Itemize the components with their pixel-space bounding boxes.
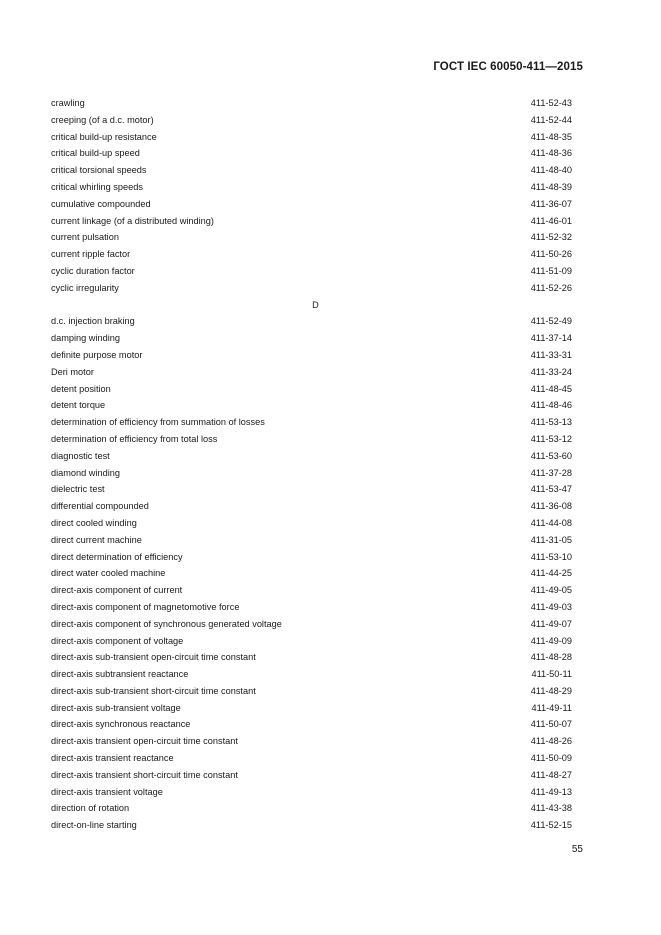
index-code: 411-37-28 [530,467,572,478]
index-term: Deri motor [51,366,94,377]
index-term: direct cooled winding [51,517,137,528]
index-code: 411-48-26 [530,736,572,747]
index-entry [51,481,572,498]
index-entry [51,162,572,179]
index-term: detent torque [51,400,106,411]
index-entry [51,750,572,767]
index-code: 411-49-13 [530,786,572,797]
index-entry [51,733,572,750]
index-term: critical build-up resistance [51,131,157,142]
index-term: direction of rotation [51,803,130,814]
index-entry [51,448,572,465]
index-term: direct-on-line starting [51,820,137,831]
index-term: direct-axis sub-transient open-circuit time constant [51,652,256,663]
index-entry [51,112,572,129]
index-term: current ripple factor [51,249,131,260]
index-term: direct-axis synchronous reactance [51,719,191,730]
index-term: direct-axis transient short-circuit time constant [51,769,238,780]
index-entry [51,582,572,599]
index-code: 411-37-14 [530,333,572,344]
index-term: direct-axis transient reactance [51,753,174,764]
index-entry [51,145,572,162]
index-code: 411-49-03 [530,601,572,612]
index-term: direct-axis component of current [51,585,183,596]
index-term: current linkage (of a distributed winding) [51,215,214,226]
index-term: direct-axis component of voltage [51,635,184,646]
index-term: cyclic duration factor [51,265,135,276]
index-code: 411-43-38 [530,803,572,814]
index-entry [51,246,572,263]
index-term: differential compounded [51,501,149,512]
index-entry [51,716,572,733]
index-entry [51,381,572,398]
index-entry [51,817,572,834]
index-code: 411-52-32 [530,232,572,243]
index-entry [51,397,572,414]
index-code: 411-33-24 [530,366,572,377]
index-entry [51,179,572,196]
index-entry [51,633,572,650]
index-code: 411-48-39 [530,181,572,192]
index-code: 411-44-08 [530,517,572,528]
index-entry [51,700,572,717]
index-term: critical torsional speeds [51,165,147,176]
index-code: 411-53-47 [530,484,572,495]
index-entry [51,767,572,784]
index-entry [51,498,572,515]
index-term: dielectric test [51,484,105,495]
index-entry [51,431,572,448]
index-term: direct current machine [51,534,142,545]
index-term: direct-axis transient voltage [51,786,163,797]
document-header: ГОСТ IEC 60050-411—2015 [433,61,583,73]
index-term: detent position [51,383,111,394]
index-code: 411-48-27 [530,769,572,780]
index-code: 411-46-01 [530,215,572,226]
index-code: 411-51-09 [530,265,572,276]
index-term: direct-axis subtransient reactance [51,669,189,680]
index-code: 411-48-29 [530,685,572,696]
index-code: 411-50-07 [530,719,572,730]
index-term: cyclic irregularity [51,282,119,293]
index-entry [51,263,572,280]
index-term: direct determination of efficiency [51,551,183,562]
index-term: damping winding [51,333,120,344]
index-term: direct-axis transient open-circuit time constant [51,736,238,747]
index-entry [51,515,572,532]
index-code: 411-33-31 [530,349,572,360]
index-entry [51,229,572,246]
index-entry [51,213,572,230]
index-code: 411-50-26 [530,249,572,260]
index-code: 411-53-13 [530,417,572,428]
index-code: 411-50-11 [531,669,572,680]
index-group-c [51,95,572,297]
index-code: 411-52-26 [530,282,572,293]
index-term: cumulative compounded [51,198,151,209]
index-entry [51,313,572,330]
index-entry [51,347,572,364]
index-term: critical build-up speed [51,148,140,159]
index-term: determination of efficiency from total loss [51,433,218,444]
index-entry [51,784,572,801]
index-code: 411-48-40 [530,165,572,176]
index-term: determination of efficiency from summation of losses [51,417,265,428]
index-entry [51,800,572,817]
index-term: diamond winding [51,467,120,478]
index-entry [51,599,572,616]
index-code: 411-50-09 [530,753,572,764]
index-group-d [51,313,572,834]
index-entry [51,330,572,347]
index-code: 411-48-46 [530,400,572,411]
index-entry [51,549,572,566]
index-term: diagnostic test [51,450,110,461]
index-term: direct-axis component of synchronous generated voltage [51,618,282,629]
index-entry [51,414,572,431]
index-code: 411-52-43 [530,98,572,108]
index-code: 411-53-12 [530,433,572,444]
index-entry [51,683,572,700]
index-code: 411-49-05 [530,585,572,596]
index-code: 411-49-09 [530,635,572,646]
index-code: 411-52-49 [530,316,572,327]
index-term: direct-axis sub-transient short-circuit time constant [51,685,256,696]
index-term: creeping (of a d.c. motor) [51,114,154,125]
index-code: 411-48-35 [530,131,572,142]
index-code: 411-48-36 [530,148,572,159]
index-term: current pulsation [51,232,119,243]
term-index [51,95,572,834]
index-code: 411-36-07 [530,198,572,209]
index-entry [51,649,572,666]
index-code: 411-36-08 [530,501,572,512]
index-entry [51,532,572,549]
index-entry [51,95,572,112]
index-code: 411-49-07 [530,618,572,629]
index-term: direct-axis component of magnetomotive force [51,601,240,612]
index-entry [51,666,572,683]
index-entry [51,565,572,582]
index-code: 411-53-10 [530,551,572,562]
index-entry [51,465,572,482]
index-term: d.c. injection braking [51,316,135,327]
index-entry [51,196,572,213]
index-code: 411-48-28 [530,652,572,663]
index-term: crawling [51,98,85,108]
index-code: 411-52-44 [530,114,572,125]
index-entry [51,129,572,146]
index-term: direct water cooled machine [51,568,166,579]
page-number: 55 [571,844,583,855]
index-code: 411-52-15 [530,820,572,831]
index-code: 411-49-11 [531,702,572,713]
index-code: 411-53-60 [530,450,572,461]
section-letter-d: D [312,299,319,310]
index-entry [51,616,572,633]
index-code: 411-48-45 [530,383,572,394]
index-term: direct-axis sub-transient voltage [51,702,181,713]
index-entry [51,280,572,297]
index-term: definite purpose motor [51,349,143,360]
index-term: critical whirling speeds [51,181,143,192]
index-code: 411-44-25 [530,568,572,579]
index-code: 411-31-05 [530,534,572,545]
index-entry [51,364,572,381]
